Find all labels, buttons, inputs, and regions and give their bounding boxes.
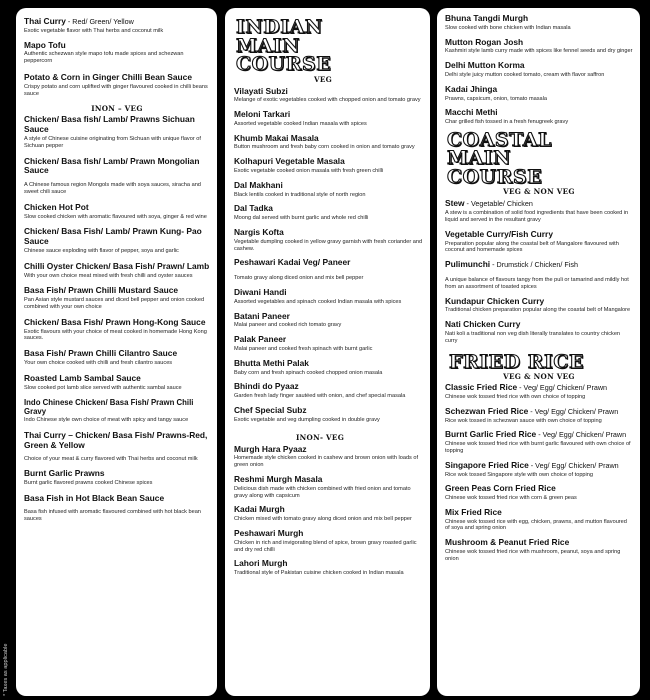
- menu-item: Mutton Rogan Josh Kashmiri style lamb curry made with spices like fennel seeds and dry ginger: [445, 36, 633, 55]
- menu-item: Chicken/ Basa Fish/ Lamb/ Prawn Kung- Pao Sauce Chinese sauce exploding with flavor of pepper, soya and garlic: [24, 226, 202, 254]
- menu-item: Roasted Lamb Sambal Sauce Slow cooked pot lamb slice served with authentic sambal sauce: [24, 372, 182, 391]
- menu-item: Thai Curry – Chicken/ Basa Fish/ Prawns-Red, Green & Yellow Choice of your meat & curry flavored with Thai herbs and coconut milk: [24, 430, 208, 462]
- menu-item: Burnt Garlic Prawns Burnt garlic flavored prawns cooked Chinese spices: [24, 468, 153, 487]
- menu-item: Kadai Murgh Chicken mixed with tomato gravy along diced onion and mix bell pepper: [234, 504, 412, 523]
- menu-item: Nati Chicken Curry Nati koli a traditional non veg dish literally translates to country chicken curry: [445, 319, 621, 344]
- menu-item: Mix Fried Rice Chinese wok tossed rice with egg, chicken, prawns, and mutton flavoured of soya and spring onion: [445, 506, 627, 532]
- menu-item: Delhi Mutton Korma Delhi style juicy mutton cooked tomato, cream with flavor saffron: [445, 60, 605, 78]
- menu-item: Stew - Vegetable/ Chicken A stew is a combination of solid food ingredients that have been cooked in liquid and served in the resultant gravy: [445, 198, 629, 224]
- menu-item: Schezwan Fried Rice - Veg/ Egg/ Chicken/ Prawn Rice wok tossed in schezwan sauce with own choice of topping: [445, 405, 619, 424]
- menu-item: Kadai Jhinga Prawns, capsicum, onion, tomato masala: [445, 83, 547, 102]
- menu-item: Potato & Corn in Ginger Chilli Bean Sauce Crispy potato and corn uplifted with ginger flavoured cooked in chilli beans sauce: [24, 71, 208, 97]
- menu-item: Reshmi Murgh Masala Delicious dish made with chicken combined with fried onion and tomato gravy along with capsicum: [234, 474, 411, 499]
- menu-column-right: [437, 8, 640, 696]
- menu-item: Khumb Makai Masala Button mushroom and fresh baby corn cooked in onion and tomato gravy: [234, 132, 415, 151]
- menu-item: Basa Fish/ Prawn Chilli Cilantro Sauce Your own choice cooked with chilli and fresh cilantro sauces: [24, 348, 178, 366]
- menu-item: Nargis Kofta Vegetable dumpling cooked in yellow gravy garnish with fresh coriander and cashew.: [234, 227, 423, 252]
- menu-column-middle: [225, 8, 430, 696]
- menu-item: Basa Fish/ Prawn Chilli Mustard Sauce Pan Asian style mustard sauces and diced bell pepper and onion cooked combined with your own choice: [24, 285, 205, 310]
- menu-item: Dal Tadka Moong dal served with burnt garlic and whole red chilli: [234, 203, 369, 222]
- menu-item: Basa Fish in Hot Black Bean Sauce Basa fish infused with aromatic flavoured combined with hot black bean sauces: [24, 493, 201, 522]
- coastal-label: VEG & NON VEG: [503, 187, 575, 197]
- nonveg-label: INON – VEG: [91, 104, 143, 114]
- menu-item: Bhuna Tangdi Murgh Slow cooked with bone chicken with Indian masala: [445, 13, 571, 31]
- menu-item: Bhutta Methi Palak Baby corn and fresh spinach cooked chopped onion masala: [234, 357, 383, 376]
- menu-item: Diwani Handi Assorted vegetables and spinach cooked Indian masala with spices: [234, 287, 402, 305]
- menu-item: Kundapur Chicken Curry Traditional chicken preparation popular along the coastal belt of Mangalore: [445, 295, 631, 314]
- menu-item: Thai Curry - Red/ Green/ Yellow Exotic vegetable flavor with Thai herbs and coconut milk: [24, 16, 164, 34]
- menu-item: Classic Fried Rice - Veg/ Egg/ Chicken/ Prawn Chinese wok tossed fried rice with own choice of topping: [445, 382, 608, 400]
- veg-items: [234, 87, 423, 424]
- taxes-note: * Taxes as applicable: [3, 643, 9, 696]
- nonveg-items: [234, 445, 423, 577]
- nonveg-label: INON- VEG: [296, 432, 345, 442]
- menu-item: Vilayati Subzi Melange of exotic vegetables cooked with chopped onion and tomato gravy: [234, 85, 421, 104]
- menu-item: Kolhapuri Vegetable Masala Exotic vegetable cooked onion masala with fresh green chilli: [234, 156, 384, 175]
- menu-column-left: [16, 8, 217, 696]
- menu-item: Chef Special Subz Exotic vegetable and veg dumpling cooked in double gravy: [234, 405, 380, 423]
- menu-item: Peshawari Murgh Chicken in rich and invigorating blend of spice, brown gravy roasted garlic and dry red chilli: [234, 527, 417, 553]
- menu-item: Palak Paneer Malai paneer and cooked fresh spinach with burnt garlic: [234, 334, 373, 353]
- indian-main-course-title: INDIAN MAIN COURSE: [236, 16, 332, 75]
- menu-item: Singapore Fried Rice - Veg/ Egg/ Chicken/ Prawn Rice wok tossed Singapore style with own choice of topping: [445, 459, 619, 478]
- menu-item: Dal Makhani Black lentils cooked in traditional style of north region: [234, 179, 366, 198]
- menu-item: Mapo Tofu Authentic schezwan style mapo tofu made spices and schezwan peppercorn: [24, 39, 184, 65]
- menu-item: Indo Chinese Chicken/ Basa Fish/ Prawn Chili Gravy Indo Chinese style own choice of meat with spicy and tangy sauce: [24, 398, 194, 424]
- menu-item: Bhindi do Pyaaz Garden fresh lady finger sautéed with onion, and chef special masala: [234, 381, 406, 400]
- coastal-items: [445, 199, 633, 344]
- menu-item: Lahori Murgh Traditional style of Pakistan cuisine chicken cooked in Indian masala: [234, 558, 404, 577]
- fried-rice-label: VEG & NON VEG: [503, 372, 575, 382]
- menu-item: Murgh Hara Pyaaz Homemade style chicken cooked in cashew and brown onion with loads of green onion: [234, 443, 419, 469]
- menu-item: Chicken Hot Pot Slow cooked chicken with aromatic flavoured with soya, ginger & red wine: [24, 201, 207, 220]
- nonveg-items: [24, 115, 210, 522]
- menu-item: Chilli Oyster Chicken/ Basa Fish/ Prawn/ Lamb With your own choice meat mixed with fresh chilli and oyster sauces: [24, 260, 210, 279]
- menu-item: Pulimunchi - Drumstick / Chicken/ Fish A unique balance of flavours tangy from the puli or tamarind and mildly hot from an assortment of toasted spices: [445, 259, 629, 290]
- menu-item: Green Peas Corn Fried Rice Chinese wok tossed fried rice with corn & green peas: [445, 483, 577, 502]
- menu-item: Chicken/ Basa fish/ Lamb/ Prawn Mongolian Sauce A Chinese famous region Mongols made with soya sauces, siracha and sweet chili sauce: [24, 155, 201, 195]
- fried-rice-items: [445, 383, 633, 563]
- veg-label: VEG: [314, 74, 333, 84]
- coastal-main-course-title: COASTAL MAIN COURSE: [447, 128, 552, 188]
- menu-item: Macchi Methi Char grilled fish tossed in a fresh fenugreek gravy: [445, 107, 569, 126]
- menu-item: Batani Paneer Malai paneer and cooked rich tomato gravy: [234, 310, 342, 329]
- menu-item: Chicken/ Basa Fish/ Prawn Hong-Kong Sauce Exotic flavours with your choice of meat cooked in homemade Hong Kong sauces.: [24, 316, 207, 342]
- fried-rice-title: FRIED RICE: [449, 350, 585, 373]
- indian-nonveg-continued: [445, 14, 633, 126]
- menu-item: Chicken/ Basa fish/ Lamb/ Prawns Sichuan Sauce A style of Chinese cuisine originating from Sichuan with unique flavor of Sichuan pepper: [24, 114, 201, 149]
- menu-item: Burnt Garlic Fried Rice - Veg/ Egg/ Chicken/ Prawn Chinese wok tossed fried rice with burnt garlic flavoured with own choice of topping: [445, 429, 631, 454]
- menu-item: Meloni Tarkari Assorted vegetable cooked Indian masala with spices: [234, 109, 367, 127]
- menu-item: Vegetable Curry/Fish Curry Preparation popular along the coastal belt of Mangalore flavoured with coconut and homemade spices: [445, 228, 619, 254]
- menu-item: Mushroom & Peanut Fried Rice Chinese wok tossed fried rice with mushroom, peanut, soya and spring onion: [445, 537, 621, 562]
- menu-item: Peshawari Kadai Veg/ Paneer Tomato gravy along diced onion and mix bell pepper: [234, 257, 364, 282]
- veg-items: [24, 17, 210, 97]
